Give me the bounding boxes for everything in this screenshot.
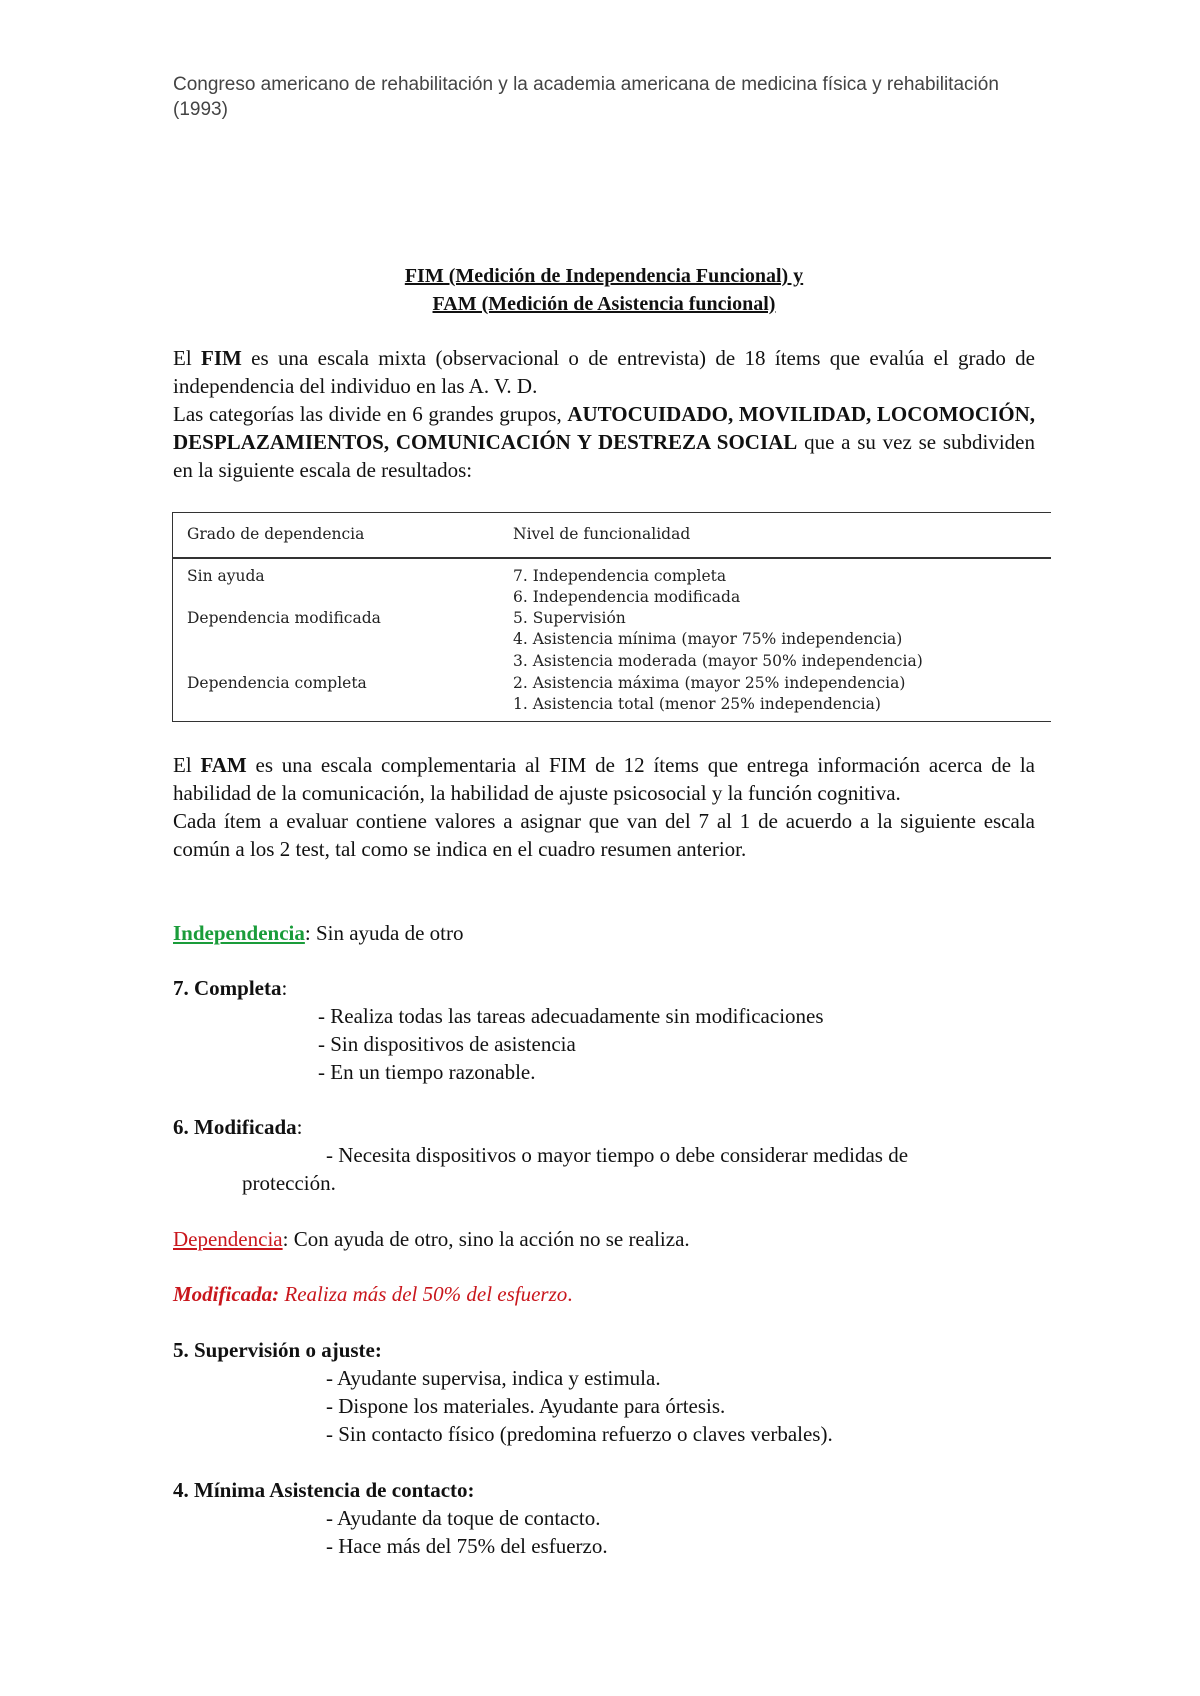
fim-term: FIM [201,346,242,370]
supervision-heading: 5. Supervisión o ajuste: [173,1338,382,1362]
modificada-heading: 6. Modificada [173,1115,297,1139]
level-3: 3. Asistencia moderada (mayor 50% independencia) [513,652,923,670]
fim-scale-table [172,512,1051,722]
list-item: - Hace más del 75% del esfuerzo. [326,1534,608,1558]
grade-sin-ayuda: Sin ayuda [187,567,265,585]
list-item-continuation: protección. [242,1171,336,1195]
header-grado: Grado de dependencia [187,525,365,543]
table-header-row [173,513,1051,559]
text-run: es una escala mixta (observacional o de entrevista) de 18 ítems que evalúa el grado de independencia del individuo en las A. V. D. [173,346,1035,398]
list-item: - Sin contacto físico (predomina refuerzo o claves verbales). [326,1422,833,1446]
dependencia-definition [173,1225,690,1253]
list-item: - En un tiempo razonable. [318,1060,536,1084]
text-run: que a su vez se subdividen en la siguiente escala de resultados: [173,430,1035,482]
modificada-dep-text: Realiza más del 50% del esfuerzo [279,1282,568,1306]
title-line-fam: FAM (Medición de Asistencia funcional) [432,293,776,315]
level-4: 4. Asistencia mínima (mayor 75% independencia) [513,630,903,648]
header-note: Congreso americano de rehabilitación y la academia americana de medicina física y rehabilitación (1993) [173,74,999,120]
text-run: . [567,1282,573,1306]
list-item: - Necesita dispositivos o mayor tiempo o debe considerar medidas de [326,1143,909,1167]
text-run: : [296,1115,303,1139]
categories-paragraph [173,400,1035,484]
independencia-text: : Sin ayuda de otro [304,921,464,945]
grade-dependencia-completa: Dependencia completa [187,674,367,692]
independencia-definition [173,919,464,947]
text-run: El [173,346,202,370]
fim-intro-paragraph [173,344,1035,400]
text-run: El [173,753,201,777]
modificada-dep-label: Modificada: [173,1282,280,1306]
fim-intro [173,344,1035,484]
text-run: : [281,976,288,1000]
list-item: - Sin dispositivos de asistencia [318,1032,576,1056]
grade-dependencia-modificada: Dependencia modificada [187,609,381,627]
completa-heading: 7. Completa [173,976,282,1000]
fam-intro [173,751,1035,863]
list-item: - Dispone los materiales. Ayudante para órtesis. [326,1394,726,1418]
level-7: 7. Independencia completa [513,567,727,585]
independencia-label: Independencia [173,921,305,945]
list-item: - Ayudante supervisa, indica y estimula. [326,1366,661,1390]
dependencia-label: Dependencia [173,1227,283,1251]
level-5: 5. Supervisión [513,609,626,627]
text-run: es una escala complementaria al FIM de 12 ítems que entrega información acerca de la habilidad de la comunicación, la habilidad de ajuste psicosocial y la función cognitiva. [173,753,1035,805]
level-6: 6. Independencia modificada [513,588,741,606]
categories-list: AUTOCUIDADO, MOVILIDAD, LOCOMOCIÓN, DESPLAZAMIENTOS, COMUNICACIÓN Y DESTREZA SOCIAL [173,402,1035,454]
fam-term: FAM [200,753,247,777]
minima-heading: 4. Mínima Asistencia de contacto: [173,1478,475,1502]
list-item: - Realiza todas las tareas adecuadamente sin modificaciones [318,1004,824,1028]
completa-heading-line [173,974,287,1002]
fam-intro-paragraph [173,751,1035,807]
header-nivel: Nivel de funcionalidad [513,525,691,543]
level-1: 1. Asistencia total (menor 25% independencia) [513,695,881,713]
scale-explanation-paragraph: Cada ítem a evaluar contiene valores a asignar que van del 7 al 1 de acuerdo a la siguiente escala común a los 2 test, tal como se indica en el cuadro resumen anterior. [173,809,1035,861]
dependencia-text: : Con ayuda de otro, sino la acción no se realiza. [282,1227,690,1251]
document-title [0,262,1200,318]
list-item: - Ayudante da toque de contacto. [326,1506,601,1530]
modificada-heading-line [173,1113,303,1141]
level-2: 2. Asistencia máxima (mayor 25% independencia) [513,674,906,692]
modificada-dependencia-line [173,1280,573,1308]
text-run: Las categorías las divide en 6 grandes grupos, [173,402,568,426]
title-line-fim: FIM (Medición de Independencia Funcional) y [404,265,804,287]
